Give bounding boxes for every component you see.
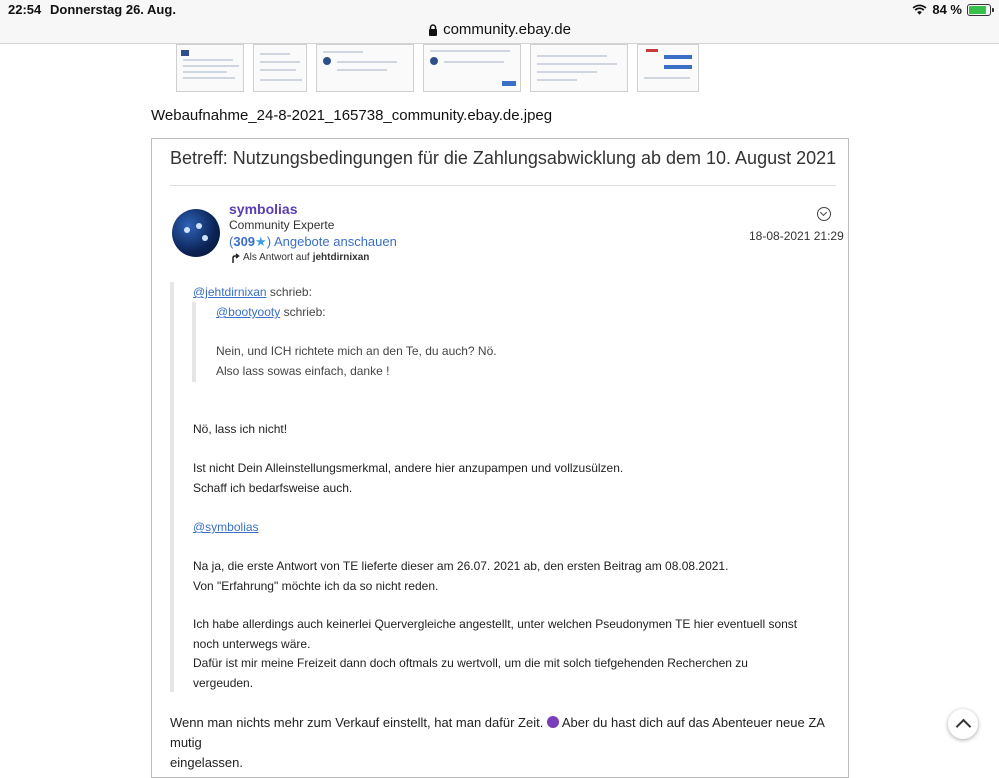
reply-text: Wenn man nichts mehr zum Verkauf einstellt, hat man dafür Zeit. Aber du hast dich auf das Abenteuer neue ZA mutig eingelassen.	[170, 715, 825, 770]
reply-to-user[interactable]: jehtdirnixan	[312, 252, 370, 263]
scroll-top-icon[interactable]	[948, 709, 978, 739]
quote-mention	[193, 518, 259, 538]
status-time: 22:54	[8, 2, 42, 17]
wifi-icon	[912, 4, 927, 16]
mention-link[interactable]: @symbolias	[193, 520, 259, 534]
thumbnail[interactable]	[637, 44, 699, 92]
address-bar[interactable]	[0, 20, 999, 44]
options-icon[interactable]	[817, 207, 831, 221]
author-rating-line: (309★) Angebote anschauen	[229, 234, 397, 249]
reply-arrow-icon	[231, 253, 240, 263]
thumbnail[interactable]	[530, 44, 628, 92]
quote-header: @bootyooty schrieb:	[216, 305, 326, 319]
author-rank: Community Experte	[229, 218, 335, 232]
quote-paragraph: Na ja, die erste Antwort von TE lieferte dieser am 26.07. 2021 ab, den ersten Beitrag am 08.08.2021. Von "Erfahrung" möchte ich da so nicht reden.	[193, 559, 729, 593]
rating-count: 309	[233, 234, 256, 249]
quote-paragraph: Ist nicht Dein Alleinstellungsmerkmal, andere hier anzupampen und vollzusülzen. Schaff ich bedarfsweise auch.	[193, 461, 624, 495]
mention-link[interactable]: @bootyooty	[216, 305, 281, 319]
url-text: community.ebay.de	[443, 21, 571, 38]
avatar[interactable]	[172, 209, 220, 257]
quote-header: @jehtdirnixan schrieb:	[193, 285, 312, 299]
thumbnail[interactable]	[423, 44, 521, 92]
quote-text: Nein, und ICH richtete mich an den Te, du auch? Nö. Also lass sowas einfach, danke !	[216, 344, 497, 378]
mention-link[interactable]: @jehtdirnixan	[193, 285, 267, 299]
thumbnail[interactable]	[316, 44, 414, 92]
thumbnail[interactable]	[176, 44, 244, 92]
quote-paragraph: Ich habe allerdings auch keinerlei Quervergleiche angestellt, unter welchen Pseudonymen TE hier eventuell sonst noch unterwegs wäre. Dafür ist mir meine Freizeit dann doch oftmals zu wertvoll, um die mit solch tiefgehenden Recherchen zu vergeuden.	[193, 617, 798, 690]
attachment-filename[interactable]: Webaufnahme_24-8-2021_165738_community.ebay.de.jpeg	[151, 107, 553, 124]
star-icon: ★	[255, 234, 267, 249]
lock-icon	[428, 24, 438, 36]
quote-bar-outer	[170, 282, 174, 692]
attachment-thumbnails	[176, 44, 699, 92]
post-screenshot	[151, 138, 849, 778]
status-right	[912, 2, 991, 17]
offers-link[interactable]: Angebote anschauen	[273, 234, 397, 249]
status-date: Donnerstag 26. Aug.	[50, 2, 176, 17]
battery-icon	[967, 4, 991, 16]
thumbnail[interactable]	[253, 44, 307, 92]
reply-to-line: Als Antwort auf jehtdirnixan	[231, 252, 369, 263]
quote-bar-inner	[192, 302, 196, 382]
battery-percent: 84 %	[932, 2, 962, 17]
post-datetime: 18-08-2021 21:29	[749, 229, 844, 243]
author-name[interactable]: symbolias	[229, 201, 298, 217]
status-bar	[0, 0, 999, 20]
divider	[170, 185, 836, 186]
post-subject: Betreff: Nutzungsbedingungen für die Zahlungsabwicklung ab dem 10. August 2021	[170, 148, 837, 168]
quote-paragraph: Nö, lass ich nicht!	[193, 422, 288, 436]
devil-emoji-icon	[547, 716, 559, 728]
